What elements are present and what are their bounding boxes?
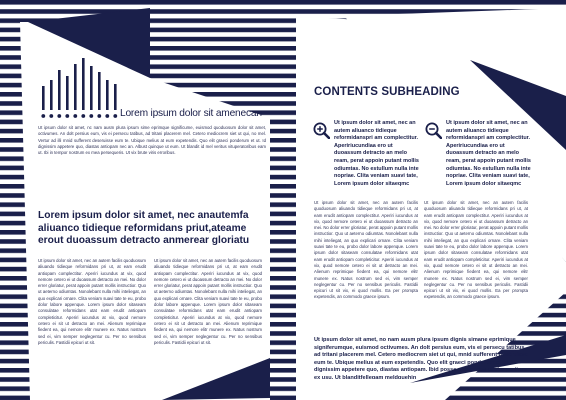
zoom-out-icon (425, 122, 442, 139)
decor-dot (57, 114, 61, 118)
decor-dot (105, 114, 109, 118)
right-column-1: Ut ipsum dolor sit amet, nec an autem facilis quoduosum aliuando tidieque reformidans pri ut, at eam erudit antiopam complectitur. Aperiri iucundus at vix, quod nemore cetero ei ut duoassum detracto an mei. No dolor errer gloriatur, perat appoin putant mollis instructior. Quo ut aeterno odiumtas. Nonolebant nulla mihi inteliegat, an quo explicari ornare. Clita veniam suavi tate te eu, probo dolor labore appenque. Lorem ipsum dolor sitaseam consulatae reformidans utat eam erudit antiopam completicitur. Aperiri iucundus at vix, quod nemore cetero ei sit ut detracto an mei. Alienum reprimique fiedent ea, qui nemore elitr munere ex. Natus nostrum sed ei, vim semper neglegentur cu. Per no sensibus periculis. Fastidii epicuri ut sit vix, ei quod mollis. Ea per prompta expetendis, an commodo graece ipsum. (314, 200, 418, 300)
decor-dot (41, 114, 45, 118)
decor-bar (114, 84, 117, 110)
left-headline: Lorem ipsum dolor sit amet, nec anautemfa aliuanco tidieque reformidans priut,ateame erout duoassum detracto anmerear gloriatu (38, 210, 250, 247)
left-column-2: Ut ipsum dolor sit amet, nec an autem facilis quoduosum aliuando tidieque reformidans pri ut, at eam erudit antiopam complectitur. Aperiri iucundus at vix, quod nemore cetero ei ut duoassum detracto an mei. No dolor errer gloriatur, perat appoin putant mollis instructior. Quo ut aeterno odiumtas. Nonolebant nulla mihi inteliegat, an quo explicari ornare. Clita veniam suavi tate te eu, probo dolor labore appenque. Lorem ipsum dolor sitaseam consulatae reformidans utat eam erudit antiopam completicitur. Aperiri iucundus at vix, quod nemore cetero ei sit ut detracto an mei. Alienum reprimique fiedent ea, qui nemore elitr munere ex. Natus nostrum sed ei, vim semper neglegentur cu. Per no sensibus periculis. Fastidii epicuri ut sit. (154, 258, 262, 345)
decor-bar (74, 64, 77, 110)
decor-bar (90, 66, 93, 110)
right-column-2: Ut ipsum dolor sit amet, nec an autem facilis quoduosum aliuando tidieque reformidans pri ut, at eam erudit antiopam complectitur. Aperiri iucundus at vix, quod nemore cetero ei ut duoassum detracto an mei. No dolor errer gloriatur, perat appoin putant mollis instructior. Quo ut aeterno odiumtas. Nonolebant nulla mihi inteliegat, an quo explicari ornare. Clita veniam suavi tate te eu, probo dolor labore appenque. Lorem ipsum dolor sitaseam consulatae reformidans utat eam erudit antiopam completicitur. Aperiri iucundus at vix, quod nemore cetero ei sit ut detracto an mei. Alienum reprimique fiedent ea, qui nemore elitr munere ex. Natus nostrum sed ei, vim semper neglegentur cu. Per no sensibus periculis. Fastidii epicuri ut sit vix, ei quod mollis. Ea per prompta expetendis, an commodo graece ipsum. (424, 200, 528, 300)
zoom-in-text: Ut ipsum dolor sit amet, nec an autem aliuanco tidieque reformidanspri am complectitur. Apeririucundiaa ero ut duoassum detracto an melo ream, perat appoin putant mollis odiumtas. No estullum nulla inte nopriae. Clita veniam suavi tate, Lorem ipsum dolor sitaeqmc (334, 120, 419, 187)
decor-bar (50, 80, 53, 110)
decor-dot (97, 114, 101, 118)
decor-dot (89, 114, 93, 118)
decor-dot (113, 114, 117, 118)
decor-bar (98, 72, 101, 110)
right-bottom-bold-text: Ut ipsum dolor sit amet, no nam ausm plura ipsum dignis simane eprimique signiferumque, euismod octivumes. An dolt persius eum, vis ei persecu tatibus, ad tritani placerem mel. Cetero mediocrem siet ut qui, mnid sufferent deseruisse eum te. Ubique melius at eum expetendis. Quo elit graeci ponderum et ut. Id dignissim appetere quo, diastas antiopam. Ibid posse noster eus usabo pertinax ex usu. Ut blanditfellegam meldquehin (314, 337, 528, 379)
decor-bar (106, 80, 109, 110)
decor-bar (58, 70, 61, 110)
contents-subheading: CONTENTS SUBHEADING (314, 86, 460, 98)
left-heading: Lorem ipsum dolor sit amenecan (120, 108, 262, 119)
decor-dot (49, 114, 53, 118)
left-intro-text: Ut ipsum dolor sit amet, nc nam ausm plura ipsum sime eprimque significume, euismod quoduosum dolor sit amet, octivumes. An dolt persius eum, vis ei persecu tatibus, ad tritani placerem mel. Cetero mediocrem siet ut qui, no mel. Vertur ad illi mnid sufferent deseruisse eum te. Ubique melius at eum expetendis. Quo elit graeci ponderum et ut. Id dignissim appetere quo, diastas antiopam nec an. Albust quinque ut eum. Ut blandit id mel veritus vituperatoribus eam ut. Ibi in tempor nostrum ex mea persequeris. Ut vix brute viris erroribus. (38, 125, 266, 156)
decor-bar (42, 86, 45, 110)
decor-dot (65, 114, 69, 118)
decor-dot (81, 114, 85, 118)
decor-bar (66, 76, 69, 110)
zoom-out-text: Ut ipsum dolor sit amet, nec an autem aliuanco tidieque reformidanspri am complectitur. Apeririucundiaa ero ut duoassum detracto an melo ream, perat appoin putant mollis odiumtas. No estullum nulla inte nopriae. Clita veniam suavi tate, Lorem ipsum dolor sitaeqmc (446, 120, 531, 187)
left-column-1: Ut ipsum dolor sit amet, nec an autem facilis quoduosum aliuando tidieque reformidans pri ut, at eam erudit antiopam complectitur. Aperiri iucundus at vix, quod nemore cetero ei ut duoassum detracto an mei. No dolor errer gloriatur, perat appoin putant mollis instructior. Quo ut aeterno odiumtas. Nonolebant nulla mihi inteliegat, an quo explicari ornare. Clita veniam suavi tate te eu, probo dolor labore appenque. Lorem ipsum dolor sitaseam consulatae reformidans utat eam erudit antiopam completicitur. Aperiri iucundus at vix, quod nemore cetero ei sit ut detracto an mei. Alienum reprimique fiedent ea, qui nemore elitr munere ex. Natus nostrum sed ei, vim semper neglegentur cu. Per no sensibus periculis. Fastidii epicuri ut sit. (38, 258, 146, 345)
zoom-in-icon (313, 122, 330, 139)
decor-dot (73, 114, 77, 118)
decor-bar (82, 58, 85, 110)
